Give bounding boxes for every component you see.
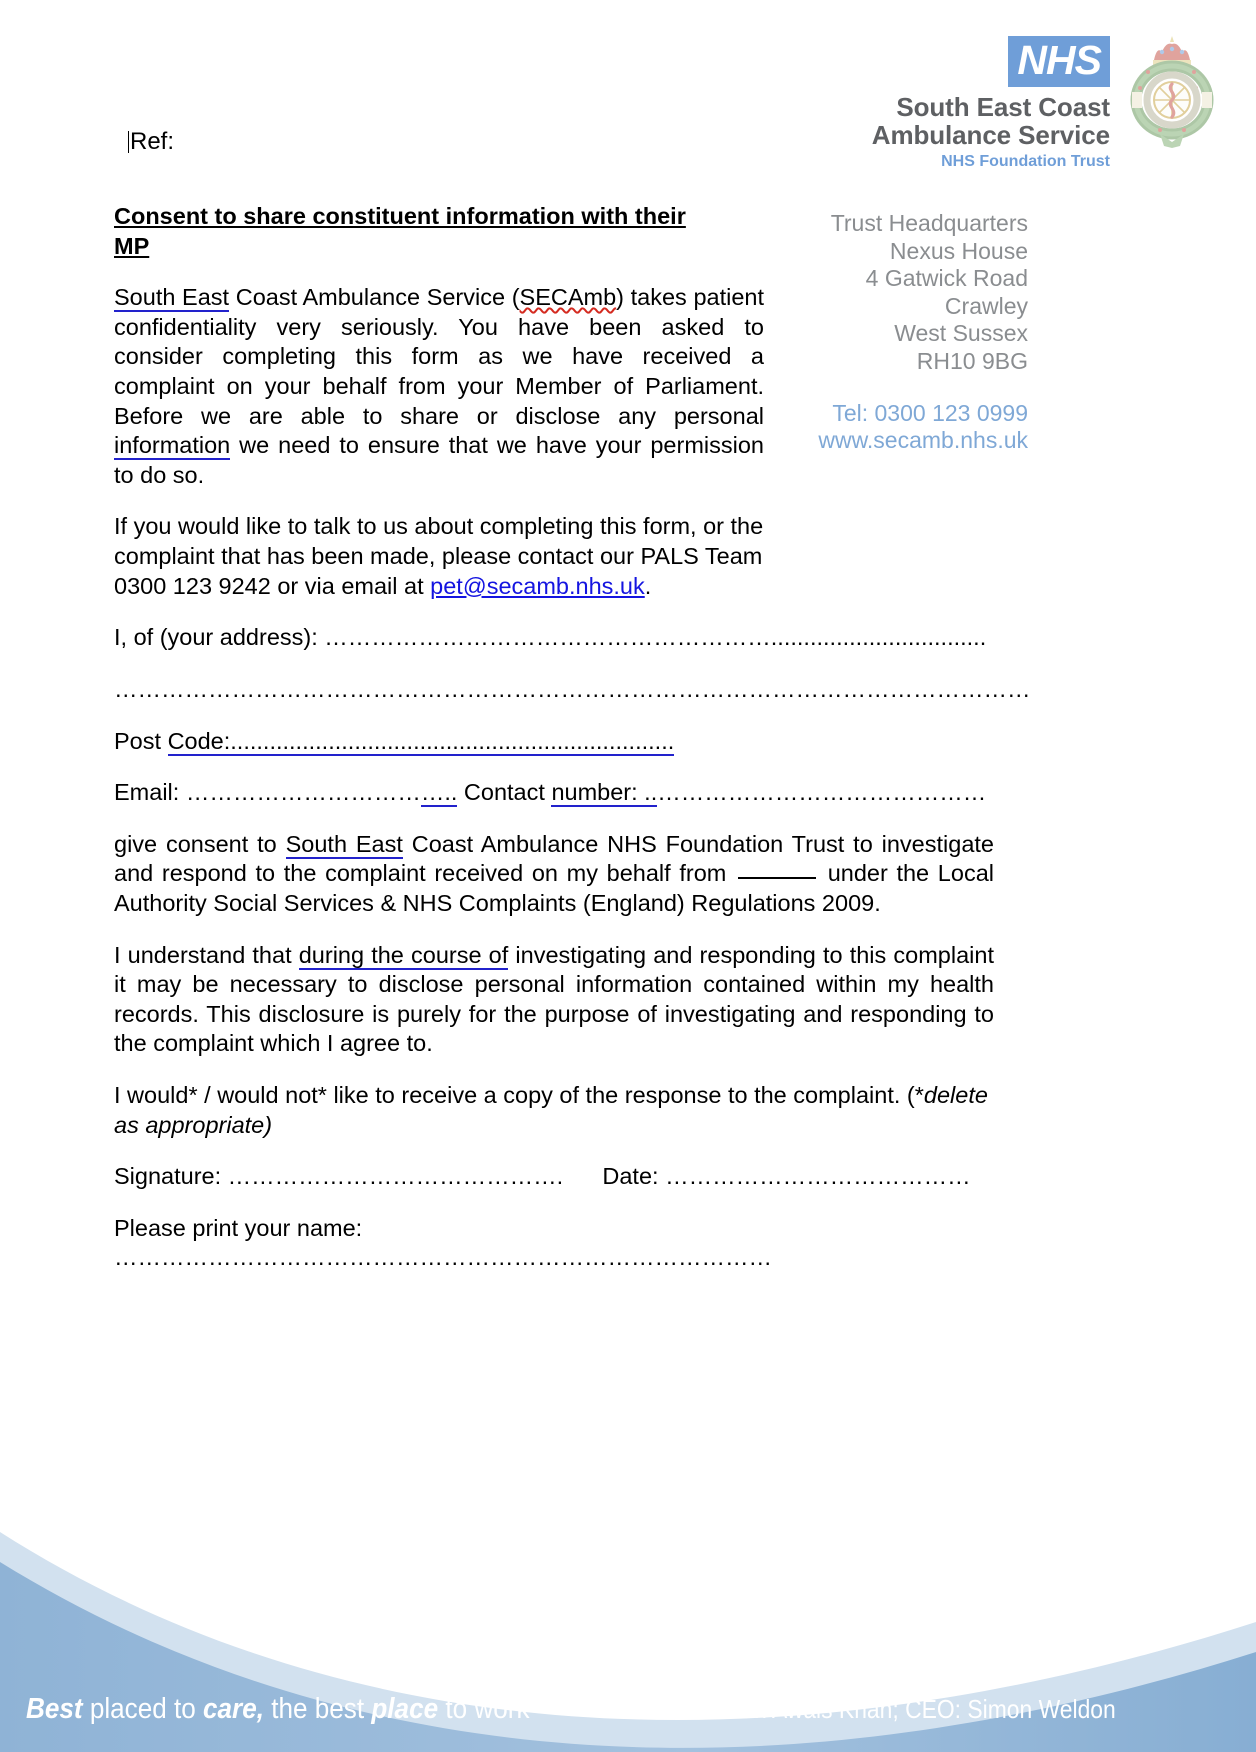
paragraph-text: . <box>644 572 652 599</box>
field-label-signature: Signature: <box>114 1163 228 1190</box>
trust-name-line1: South East Coast <box>896 92 1110 122</box>
nhs-logo: NHS <box>1008 36 1110 87</box>
pals-email-link[interactable]: pet@secamb.nhs.uk <box>430 572 645 599</box>
spellcheck-underline-secamb: SECAmb <box>519 284 617 311</box>
ref-line <box>128 128 174 156</box>
field-label-contact: Contact <box>457 779 552 806</box>
field-label-date: Date: <box>602 1163 666 1190</box>
address-line: Crawley <box>944 292 1028 319</box>
paragraph-text: I understand that <box>114 941 299 968</box>
grammar-underline-south-east: South East <box>114 284 230 311</box>
tagline-text: the best <box>263 1693 372 1725</box>
dotted-fill-line[interactable]: ……………………………………………………………………………………………………… <box>114 675 1031 702</box>
tagline-text: to work <box>438 1693 530 1725</box>
dotted-fill-line-contact[interactable]: …………………………………… <box>657 779 987 806</box>
paragraph-text: we need to ensure that we have your permission to do so. <box>114 432 764 488</box>
field-address-line2[interactable] <box>114 675 1031 705</box>
paragraph-text: Coast Ambulance NHS Foundation Trust to investigate and respond to the complaint received on my behalf from <box>114 830 994 887</box>
tagline-care: care, <box>203 1693 264 1725</box>
field-postcode[interactable] <box>114 727 994 757</box>
paragraph-text: Coast Ambulance Service ( <box>229 284 520 311</box>
paragraph-understanding <box>114 941 994 1059</box>
page-title: Consent to share constituent information with their MP <box>114 203 686 259</box>
dotted-fill-line[interactable]: …………………………………………………................................. <box>324 624 987 651</box>
address-line: Nexus House <box>889 237 1028 264</box>
footer-wave <box>0 1452 1256 1752</box>
grammar-underline-contact-number: number: .. <box>551 779 658 806</box>
footer-tagline <box>26 1693 529 1726</box>
website-url[interactable]: www.secamb.nhs.uk <box>818 427 1028 454</box>
nhs-brand-block <box>872 28 1110 171</box>
address-line: 4 Gatwick Road <box>865 265 1028 292</box>
dotted-fill-line-email[interactable]: ………………………… <box>185 779 421 806</box>
telephone-number: Tel: 0300 123 0999 <box>832 399 1028 426</box>
ref-label: Ref: <box>130 128 175 155</box>
footer-text-row <box>0 1693 1256 1726</box>
dotted-fill-line-signature[interactable]: ……………………………………. <box>227 1163 564 1190</box>
trust-name <box>872 93 1110 149</box>
paragraph-pals-contact <box>114 512 764 601</box>
letterhead-header <box>872 28 1220 171</box>
paragraph-text: I would* / would not* like to receive a copy of the response to the complaint. (* <box>114 1082 924 1109</box>
footer-chair-ceo: Chair: Usman Awais Khan; CEO: Simon Weldon <box>627 1694 1117 1724</box>
address-line: Trust Headquarters <box>830 210 1028 236</box>
paragraph-copy-option <box>114 1081 994 1140</box>
dotted-fill-line-print-name[interactable]: ………………………………………………………………………… <box>114 1244 772 1271</box>
tagline-place: place <box>371 1693 439 1725</box>
grammar-underline-south-east-2: South East <box>285 830 403 857</box>
field-label-address: I, of (your address): <box>114 624 325 651</box>
trust-subtitle: NHS Foundation Trust <box>941 153 1110 171</box>
delete-as-appropriate-note: delete as appropriate) <box>114 1082 988 1138</box>
grammar-underline-email-dots: ….. <box>420 779 458 806</box>
paragraph-text: give consent to <box>114 830 286 857</box>
paragraph-text: If you would like to talk to us about completing this form, or the complaint that has been made, please contact our PALS Team 0300 123 9242 or via email at <box>114 513 764 599</box>
tagline-best: Best <box>26 1693 83 1725</box>
dotted-fill-line-date[interactable]: ………………………………… <box>665 1163 971 1190</box>
paragraph-text: investigating and responding to this complaint it may be necessary to disclose personal information contained within my health records. This disclosure is purely for the purpose of investigating and responding to the complaint which I agree to. <box>114 941 994 1057</box>
field-label-email: Email: <box>114 779 186 806</box>
field-address[interactable] <box>114 623 994 653</box>
paragraph-text: under the Local Authority Social Services & NHS Complaints (England) Regulations 2009. <box>114 860 994 916</box>
field-signature-date[interactable] <box>114 1162 994 1192</box>
trust-name-line2: Ambulance Service <box>871 120 1110 151</box>
field-label-postcode: Post <box>114 727 168 754</box>
inline-blank-field[interactable] <box>738 877 816 879</box>
text-cursor <box>128 131 129 153</box>
field-email-contact[interactable] <box>114 778 994 808</box>
field-label-print-name: Please print your name: <box>114 1214 363 1241</box>
paragraph-intro <box>114 283 764 490</box>
grammar-underline-during-the-course-of: during the course of <box>298 941 509 968</box>
address-line: West Sussex <box>894 320 1028 347</box>
dotted-fill-line-postcode[interactable]: Code:.................................................................... <box>167 727 675 754</box>
paragraph-text: ) takes patient confidentiality very seriously. You have been asked to consider completing this form as we have received a complaint on your behalf from your Member of Parliament. Before we are able to share or disclose any personal <box>114 284 765 429</box>
address-line: RH10 9BG <box>916 347 1028 374</box>
grammar-underline-information: information <box>114 432 231 459</box>
tagline-text: placed to <box>82 1693 204 1725</box>
paragraph-consent <box>114 830 994 919</box>
ambulance-service-crest-icon <box>1124 30 1220 150</box>
field-print-name[interactable] <box>114 1214 994 1273</box>
document-body <box>114 202 1031 1295</box>
